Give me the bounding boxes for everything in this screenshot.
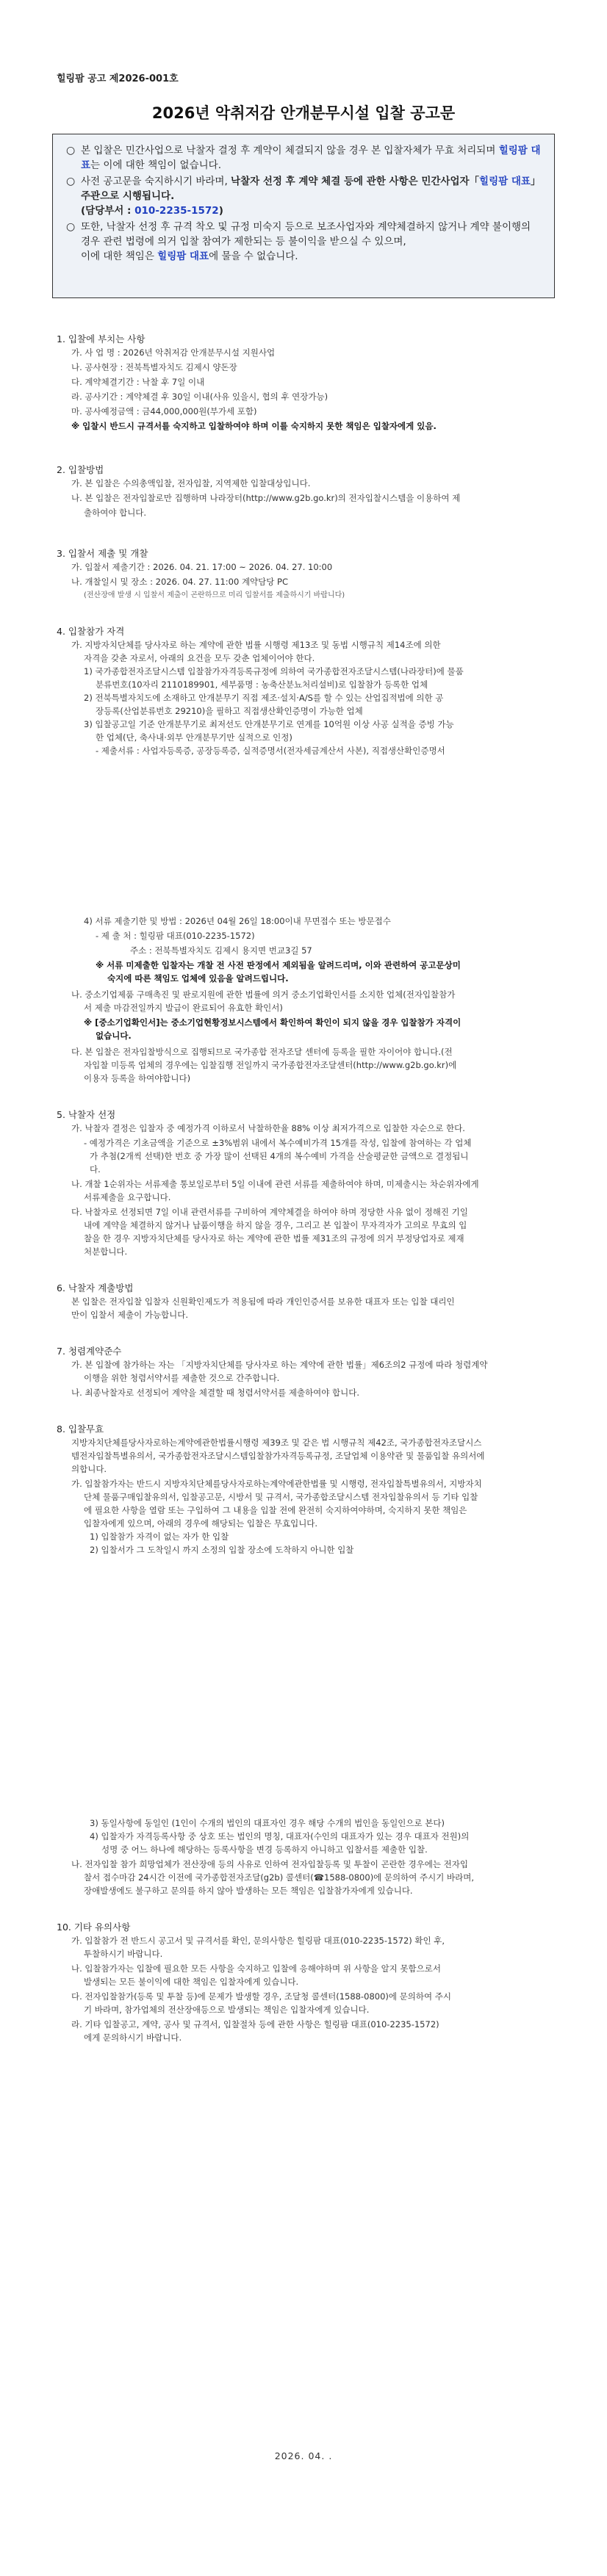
section-3-title: 3. 입찰서 제출 및 개찰	[57, 548, 148, 559]
section-4-title: 4. 입찰참가 자격	[57, 626, 125, 637]
s10-item-c-line2: 기 바라며, 참가업체의 전산장애등으로 발생되는 책임은 입찰자에게 있습니다.	[84, 2005, 370, 2015]
s6-line1: 본 입찰은 전자입찰 입찰자 신원확인제도가 적용됨에 따라 개인인증서를 보유한 대표자 또는 입찰 대리인	[71, 1296, 455, 1307]
s4-req-3-line1: 3) 입찰공고일 기준 안개분무기로 최저선도 안개분무기로 연계를 10억원 이상 사공 실적을 증빙 가능	[84, 719, 454, 729]
s8-invalid-4-line1: 4) 입찰자가 자격등록사항 중 상호 또는 법인의 명칭, 대표자(수인의 대표자가 있는 경우 대표자 전원)의	[90, 1831, 470, 1841]
s4-req-1-line2: 분류번호(10자리 2110189901, 세부품명 : 농축산분뇨처리설비)로 입찰참가 등록한 업체	[96, 679, 428, 690]
s5-item-c-line4: 처분합니다.	[84, 1246, 128, 1257]
s4-note-2-line1: ※ [중소기업확인서]는 중소기업현황정보시스템에서 확인하여 확인이 되지 않을 경우 입찰참가 자격이	[84, 1017, 461, 1028]
s4-item-c-line2: 자입찰 미등록 업체의 경우에는 입찰집행 전일까지 국가종합전자조달센터(http://www.g2b.go.kr)에	[84, 1060, 457, 1070]
s8-intro-line2: 템전자입찰특별유의서, 국가종합전자조달시스템입찰참가자격등록규정, 조달업체 이용약관 및 물품입찰 유의서에	[71, 1451, 485, 1461]
notice-paragraph-3: ○ 또한, 낙찰자 선정 후 규격 착오 및 규정 미숙지 등으로 보조사업자와 계약체결하지 않거나 계약 불이행의 경우 관련 법령에 의거 입찰 참여가 제한되는 등 불이익을 받으실 수 있으며, 이에 대한 책임은 힐링팜 대표에 물을 수 없습니다.	[66, 221, 531, 262]
s2-item-b-line1: 나. 본 입찰은 전자입찰로만 집행하며 나라장터(http://www.g2b.go.kr)의 전자입찰시스템을 이용하여 제	[71, 493, 461, 503]
section-5-title: 5. 낙찰자 선정	[57, 1109, 116, 1120]
s8-item-a-line1: 가. 입찰참가자는 반드시 지방자치단체를당사자로하는계약에관한법률 및 시행령, 전자입찰특별유의서, 지방자치	[71, 1479, 482, 1489]
s10-item-a-line1: 가. 입찰참가 전 반드시 공고서 및 규격서를 확인, 문의사항은 힐링팜 대표(010-2235-1572) 확인 후,	[71, 1935, 445, 1946]
s4-item-b-line1: 나. 중소기업제품 구매촉진 및 판로지원에 관한 법률에 의거 중소기업확인서를 소지한 업체(전자입찰참가	[71, 989, 456, 1000]
s10-item-b-line1: 나. 입찰참가자는 입찰에 필요한 모든 사항을 숙지하고 입찰에 응해야하며 위 사항을 알지 못함으로서	[71, 1963, 441, 1974]
s4-note-1-line1: ※ 서류 미제출한 입찰자는 개찰 전 사전 판정에서 제외됨을 알려드리며, 이와 관련하여 공고문상미	[96, 960, 461, 970]
section-7-title: 7. 청렴계약준수	[57, 1346, 122, 1357]
s5-item-a-line3: 다.	[90, 1164, 101, 1175]
s10-item-c-line1: 다. 전자입찰참가(등록 및 투찰 등)에 문제가 발생할 경우, 조달청 콜센터(1588-0800)에 문의하여 주시	[71, 1991, 451, 2002]
s8-invalid-2: 2) 입찰서가 그 도착일시 까지 소정의 입찰 장소에 도착하지 아니한 입찰	[90, 1545, 354, 1555]
s1-item-b: 나. 공사현장 : 전북특별자치도 김제시 양돈장	[71, 362, 237, 372]
s4-item-a-line1: 가. 지방자치단체를 당사자로 하는 계약에 관한 법률 시행령 제13조 및 동법 시행규칙 제14조에 의한	[71, 640, 441, 650]
s4-item-c-line3: 이용자 등록을 하여야합니다)	[84, 1073, 191, 1083]
s4-req-3-line2: 한 업체(단, 축사내·외부 안개분무기만 실적으로 인정)	[96, 732, 292, 743]
s7-item-a-line1: 가. 본 입찰에 참가하는 자는 「지방자치단체를 당사자로 하는 계약에 관한 법률」제6조의2 규정에 따라 청렴계약	[71, 1360, 488, 1370]
notice-paragraph-2: ○ 사전 공고문을 숙지하시기 바라며, 낙찰자 선정 후 계약 체결 등에 관한 사항은 민간사업자「힐링팜 대표」주관으로 시행됩니다. (담당부서 : 010-2235-1572)	[66, 176, 541, 217]
s4-note-1-line2: 숙지에 따른 책임도 업체에 있음을 알려드립니다.	[107, 973, 289, 984]
s8-invalid-3: 3) 동일사항에 동일인 (1인이 수개의 법인의 대표자인 경우 해당 수개의 법인을 동일인으로 본다)	[90, 1818, 445, 1828]
s5-item-c-line3: 찰을 한 경우 지방자치단체를 당사자로 하는 계약에 관한 법률 제31조의 규정에 의거 부정당업자로 제재	[84, 1233, 464, 1244]
s4-item-a-line2: 자격을 갖춘 자로서, 아래의 요건을 모두 갖춘 업체이어야 한다.	[84, 653, 315, 663]
s4-note-2-line2: 없습니다.	[96, 1031, 132, 1041]
s1-item-e: 마. 공사예정금액 : 금44,000,000원(부가세 포함)	[71, 406, 257, 416]
s5-item-a-line1: - 예정가격은 기초금액을 기준으로 ±3%범위 내에서 복수예비가격 15개를 작성, 입찰에 참여하는 각 업체	[84, 1138, 472, 1148]
circle-bullet-icon: ○	[66, 145, 76, 156]
s4-req-2-line1: 2) 전북특별자치도에 소재하고 안개분무기 직접 제조·설치·A/S를 할 수 있는 산업집적법에 의한 공	[84, 693, 444, 703]
s5-item-c-line2: 내에 계약을 체결하지 않거나 납품이행을 하지 않을 경우, 그리고 본 입찰이 무자격자가 고의로 무효의 입	[84, 1220, 467, 1230]
section-6-title: 6. 낙찰자 계출방법	[57, 1282, 134, 1294]
s8-item-a-line4: 입찰자에게 있으며, 아래의 경우에 해당되는 입찰은 무효입니다.	[84, 1518, 318, 1529]
s8-item-b-line2: 찰서 접수마감 24시간 이전에 국가종합전자조달(g2b) 콜센터(☎1588-0800)에 문의하여 주시기 바라며,	[84, 1872, 474, 1883]
s5-item-a-line2: 가 추첨(2개씩 선택)한 번호 중 가장 많이 선택된 4개의 복수예비 가격을 산술평균한 금액으로 결정됩니	[90, 1151, 469, 1161]
s4-req-1-line1: 1) 국가종합전자조달시스템 입찰참가자격등록규정에 의하여 국가종합전자조달시스템(나라장터)에 물품	[84, 666, 464, 677]
s4-req-2-line2: 장등록(산업분류번호 29210)을 필하고 직접생산확인증명이 가능한 업체	[96, 706, 363, 716]
s5-item-b-line2: 서류제출을 요구합니다.	[84, 1192, 171, 1202]
s1-item-c: 다. 계약체결기간 : 낙찰 후 7일 이내	[71, 377, 205, 387]
s3-item-b: 나. 개찰일시 및 장소 : 2026. 04. 27. 11:00 계약담당 PC	[71, 577, 288, 587]
s3-item-a: 가. 입찰서 제출기간 : 2026. 04. 21. 17:00 ~ 2026. 04. 27. 10:00	[71, 562, 333, 572]
s8-item-a-line2: 단체 물품구매입찰유의서, 입찰공고문, 시방서 및 규격서, 국가종합조달시스템 전자입찰유의서 등 기타 입찰	[84, 1492, 478, 1502]
contact-phone: 010-2235-1572	[134, 205, 219, 217]
s8-intro-line1: 지방자치단체를당사자로하는계약에관한법률시행령 제39조 및 같은 법 시행규칙 제42조, 국가종합전자조달시스	[71, 1437, 482, 1448]
document-number: 힐링팜 공고 제2026-001호	[57, 73, 179, 84]
s2-item-b-line2: 출하여야 합니다.	[84, 508, 147, 518]
section-2-title: 2. 입찰방법	[57, 464, 104, 475]
s7-item-a-line2: 이행을 위한 청렴서약서를 제출한 것으로 간주합니다.	[84, 1373, 280, 1383]
section-8-title: 8. 입찰무효	[57, 1424, 104, 1435]
s6-line2: 만이 입찰서 제출이 가능합니다.	[71, 1310, 189, 1320]
circle-bullet-icon: ○	[66, 176, 76, 187]
s1-item-a: 가. 사 업 명 : 2026년 악취저감 안개분무시설 지원사업	[71, 347, 276, 358]
s4-item-c-line1: 다. 본 입찰은 전자입찰방식으로 집행되므로 국가종합 전자조달 센터에 등록을 필한 자이어야 합니다.(전	[71, 1047, 453, 1057]
s5-item-b-line1: 나. 개찰 1순위자는 서류제출 통보일로부터 5일 이내에 관련 서류를 제출하여야 하며, 미제출시는 차순위자에게	[71, 1179, 479, 1189]
s10-item-a-line2: 투찰하시기 바랍니다.	[84, 1949, 163, 1959]
s1-note: ※ 입찰시 반드시 규격서를 숙지하고 입찰하여야 하며 이를 숙지하지 못한 책임은 입찰자에게 있음.	[71, 421, 437, 431]
s3-note: (전산장애 발생 시 입찰서 제출이 곤란하므로 미리 입찰서를 제출하시기 바랍니다)	[84, 591, 345, 599]
s4-item-b-line2: 서 제출 마감전일까지 발급이 완료되어 유효한 확인서)	[84, 1003, 283, 1013]
s8-intro-line3: 의합니다.	[71, 1464, 107, 1474]
s10-item-d-line2: 에게 문의하시기 바랍니다.	[84, 2032, 182, 2043]
circle-bullet-icon: ○	[66, 221, 76, 233]
s4-submit-address: 주소 : 전북특별자치도 김제시 용지면 번교3길 57	[130, 945, 312, 956]
notice-box	[52, 134, 555, 298]
s7-item-b: 나. 최종낙찰자로 선정되어 계약을 체결할 때 청렴서약서를 제출하여야 합니다.	[71, 1388, 360, 1398]
s5-item-c-line1: 다. 낙찰자로 선정되면 7일 이내 관련서류를 구비하여 계약체결을 하여야 하며 정당한 사유 없이 정해진 기일	[71, 1207, 468, 1217]
section-1-title: 1. 입찰에 부치는 사항	[57, 333, 146, 344]
section-10-title: 10. 기타 유의사항	[57, 1922, 131, 1933]
s8-item-b-line1: 나. 전자입찰 참가 희망업체가 전산장애 등의 사유로 인하여 전자입찰등록 및 투찰이 곤란한 경우에는 전자입	[71, 1859, 468, 1869]
s2-item-a: 가. 본 입찰은 수의총액입찰, 전자입찰, 지역제한 입찰대상입니다.	[71, 478, 311, 488]
s4-req-3-docs: - 제출서류 : 사업자등록증, 공장등록증, 실적증명서(전자세금계산서 사본), 직접생산확인증명서	[96, 746, 445, 756]
notice-paragraph-1: ○ 본 입찰은 민간사업으로 낙찰자 결정 후 계약이 체결되지 않을 경우 본 입찰자체가 무효 처리되며 힐링팜 대표는 이에 대한 책임이 없습니다.	[66, 145, 541, 171]
s8-invalid-4-line2: 성명 중 어느 하나에 해당하는 등록사항을 변경 등록하지 아니하고 입찰서를 제출한 입찰.	[101, 1844, 428, 1855]
s8-item-b-line3: 장애발생에도 불구하고 문의를 하지 않아 발생하는 모든 책임은 입찰참가자에게 있습니다.	[84, 1886, 413, 1896]
s4-submit-deadline: 4) 서류 제출기한 및 방법 : 2026년 04월 26일 18:00이내 무면접수 또는 방문접수	[84, 916, 391, 926]
announcement-date: 2026. 04. .	[274, 2450, 333, 2461]
page-title: 2026년 악취저감 안개분무시설 입찰 공고문	[151, 104, 456, 122]
s8-item-a-line3: 에 필요한 사항을 열람 또는 구입하여 그 내용을 입찰 전에 완전히 숙지하여야하며, 숙지하지 못한 책임은	[84, 1505, 467, 1515]
s4-submit-to: - 제 출 처 : 힐링팜 대표(010-2235-1572)	[96, 931, 255, 941]
s10-item-b-line2: 발생되는 모든 불이익에 대한 책임은 입찰자에게 있습니다.	[84, 1977, 299, 1987]
s5-item-a: 가. 낙찰자 결정은 입찰자 중 예정가격 이하로서 낙찰하한율 88% 이상 최저가격으로 입찰한 자순으로 한다.	[71, 1123, 465, 1133]
s8-invalid-1: 1) 입찰참가 자격이 없는 자가 한 입찰	[90, 1531, 229, 1542]
s10-item-d-line1: 라. 기타 입찰공고, 계약, 공사 및 규격서, 입찰절차 등에 관한 사항은 힐링팜 대표(010-2235-1572)	[71, 2019, 439, 2030]
s1-item-d: 라. 공사기간 : 계약체결 후 30일 이내(사유 있을시, 협의 후 연장가능)	[71, 392, 328, 402]
